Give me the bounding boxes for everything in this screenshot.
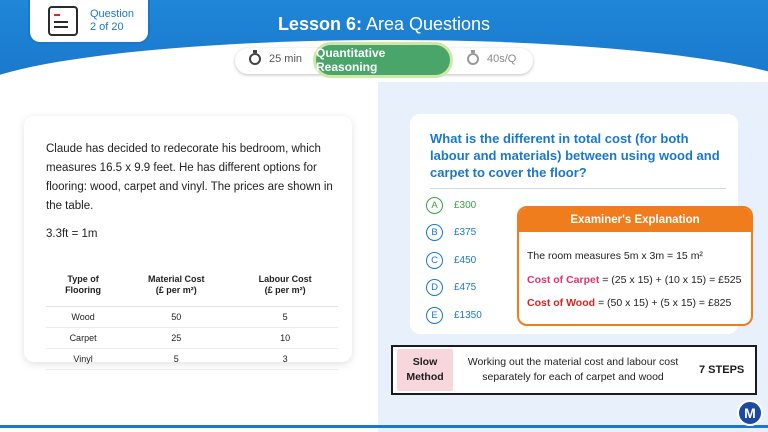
room-measure-line: The room measures 5m x 3m = 15 m²: [527, 250, 703, 262]
table-cell: 5: [232, 307, 338, 328]
option-letter: C: [426, 252, 443, 269]
table-header-row: [46, 264, 338, 307]
carpet-calc: = (25 x 15) + (10 x 15) = £525: [599, 274, 742, 286]
lesson-name: Area Questions: [365, 14, 491, 34]
explanation-title: Examiner's Explanation: [519, 208, 751, 232]
table-cell: 5: [120, 349, 232, 370]
stopwatch-icon: [249, 53, 261, 65]
table-row: [46, 307, 338, 328]
brand-logo: M: [737, 400, 763, 426]
table-cell: Carpet: [46, 328, 120, 349]
option-c[interactable]: [426, 252, 476, 269]
option-value: £1350: [454, 310, 482, 321]
category-tab[interactable]: Quantitative Reasoning: [313, 42, 453, 78]
option-b[interactable]: [426, 224, 476, 241]
table-cell: 25: [120, 328, 232, 349]
option-e[interactable]: [426, 307, 482, 324]
unit-conversion: 3.3ft = 1m: [46, 228, 98, 240]
page-title: [0, 14, 768, 35]
option-a[interactable]: [426, 197, 476, 214]
footer-line: [0, 425, 768, 428]
wood-label: Cost of Wood: [527, 297, 596, 309]
answer-prompt: What is the different in total cost (for both labour and materials) between using wood and carpet to cover the floor?: [430, 131, 720, 180]
lesson-prefix: Lesson 6:: [277, 14, 362, 34]
slow-method-box: [391, 345, 757, 395]
table-cell: 3: [232, 349, 338, 370]
wood-calc: = (50 x 15) + (5 x 15) = £825: [595, 297, 732, 309]
table-cell: Wood: [46, 307, 120, 328]
table-cell: 50: [120, 307, 232, 328]
slow-method-steps: 7 STEPS: [699, 364, 745, 376]
column-header: Material Cost (£ per m²): [120, 264, 232, 307]
question-label: Question: [90, 8, 135, 20]
time-limit-label: 25 min: [269, 53, 303, 65]
option-letter: B: [426, 224, 443, 241]
column-header: Labour Cost (£ per m²): [232, 264, 338, 307]
table-row: [46, 349, 338, 370]
slow-method-tag: Slow Method: [397, 349, 453, 391]
slow-method-description: Working out the material cost and labour cost separately for each of carpet and wood: [467, 356, 679, 383]
lesson-info-bar: [235, 48, 533, 74]
pace-label: 40s/Q: [487, 53, 517, 65]
wood-cost-line: [527, 297, 731, 309]
option-value: £475: [454, 282, 477, 293]
option-value: £375: [454, 227, 477, 238]
table-cell: Vinyl: [46, 349, 120, 370]
option-letter: E: [426, 307, 443, 324]
question-text: Claude has decided to redecorate his bedroom, which measures 16.5 x 9.9 feet. He has different options for flooring: wood, carpet and vinyl. The prices are shown in the table.: [46, 143, 333, 212]
table-row: [46, 328, 338, 349]
carpet-label: Cost of Carpet: [527, 274, 600, 286]
cost-table: [46, 264, 338, 370]
option-d[interactable]: [426, 279, 476, 296]
divider: [430, 188, 726, 189]
option-value: £450: [454, 255, 477, 266]
pace: [467, 53, 516, 65]
question-card: [24, 116, 352, 362]
column-header: Type of Flooring: [46, 264, 120, 307]
option-value: £300: [454, 200, 477, 211]
time-limit: [249, 53, 302, 65]
carpet-cost-line: [527, 274, 741, 286]
table-cell: 10: [232, 328, 338, 349]
examiner-explanation: [517, 206, 753, 326]
option-letter: D: [426, 279, 443, 296]
option-letter: A: [426, 197, 443, 214]
question-progress: 2 of 20: [90, 21, 124, 33]
stopwatch-icon: [467, 53, 479, 65]
